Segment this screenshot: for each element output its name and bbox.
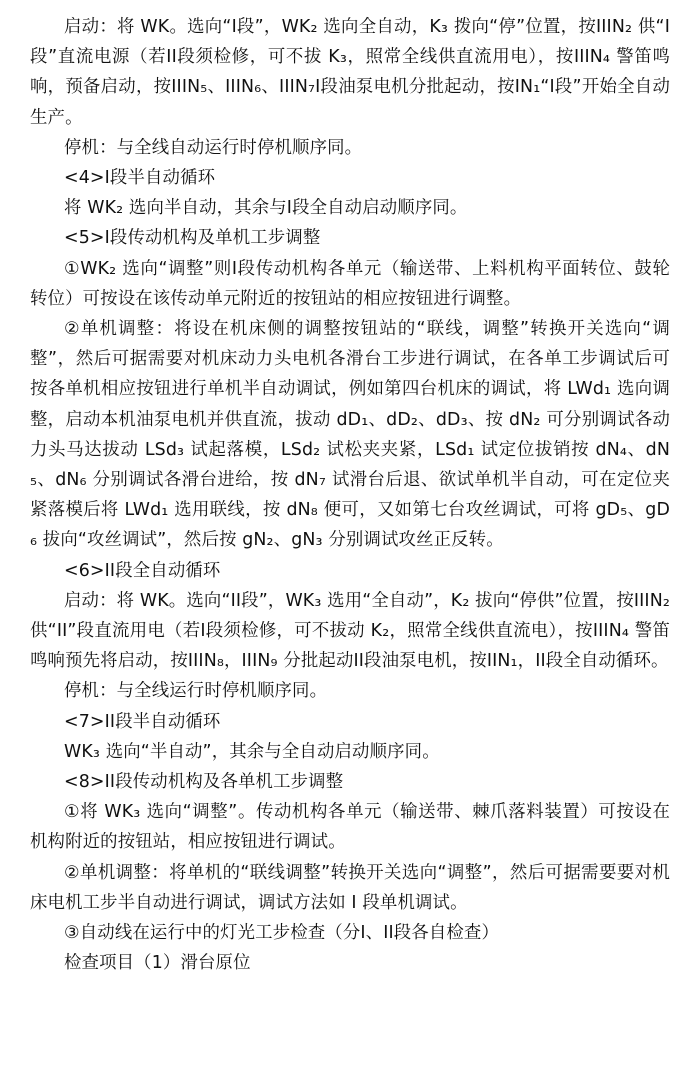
paragraph-adjust-1-a: ①WK₂ 选向“调整”则I段传动机构各单元（输送带、上料机构平面转位、鼓轮转位）可按设在该传动单元附近的按钮站的相应按钮进行调整。 bbox=[30, 258, 670, 309]
paragraph-adjust-1-b: ②单机调整：将设在机床侧的调整按钮站的“联线，调整”转换开关选向“调整”，然后可据需要对机床动力头电机各滑台工步进行调试，在各单工步调试后可按各单机相应按钮进行单机半自动调试，例如第四台机床的调试，将 LWd₁ 选向调整，启动本机油泵电机并供直流，拔动 dD₁、dD₂、dD₃、按 dN₂ 可分别调试各动力头马达拔动 LSd₃ 试起落模，LSd₂ 试松夹夹紧，LSd₁ 试定位拔销按 dN₄、dN₅、dN₆ 分别调试各滑台进给，按 dN₇ 试滑台后退、欲试单机半自动，可在定位夹紧落模后将 LWd₁ 选用联线，按 dN₈ 便可，又如第七台攻丝调试，可将 gD₅、gD₆ 拔向“攻丝调试”，然后按 gN₂、gN₃ 分别调试攻丝正反转。 bbox=[30, 319, 670, 551]
paragraph-adjust-2-a: ①将 WK₃ 选向“调整”。传动机构各单元（输送带、棘爪落料装置）可按设在机构附近的按钮站，相应按钮进行调试。 bbox=[30, 802, 670, 853]
heading-5-adjust-1: <5>I段传动机构及单机工步调整 bbox=[64, 228, 321, 249]
heading-6-full-auto-2: <6>II段全自动循环 bbox=[64, 560, 221, 581]
paragraph-adjust-2-b: ②单机调整：将单机的“联线调整”转换开关选向“调整”，然后可据需要要对机床电机工步半自动进行调试，调试方法如 I 段单机调试。 bbox=[30, 862, 670, 913]
heading-8-adjust-2: <8>II段传动机构及各单机工步调整 bbox=[64, 772, 344, 793]
paragraph-stop-section-1: 停机：与全线自动运行时停机顺序同。 bbox=[64, 137, 363, 158]
heading-7-semi-auto-2: <7>II段半自动循环 bbox=[64, 711, 221, 732]
paragraph-light-check: ③自动线在运行中的灯光工步检查（分I、II段各自检查） bbox=[64, 923, 500, 944]
paragraph-semi-auto-1: 将 WK₂ 选向半自动，其余与I段全自动启动顺序同。 bbox=[64, 198, 468, 219]
paragraph-check-item-1: 检查项目（1）滑台原位 bbox=[64, 953, 251, 974]
heading-4-semi-auto-1: <4>I段半自动循环 bbox=[64, 168, 216, 189]
paragraph-startup-section-2: 启动：将 WK。选向“II段”，WK₃ 选用“全自动”，K₂ 拔向“停供”位置，按IIIN₂ 供“II”段直流用电（若I段须检修，可不拔动 K₂，照常全线供直流电），按IIIN₄ 警笛鸣响预先将启动，按IIIN₈，IIIN₉ 分批起动II段油泵电机，按IIN₁，II段全自动循环。 bbox=[30, 590, 670, 672]
paragraph-semi-auto-2: WK₃ 选向“半自动”，其余与全自动启动顺序同。 bbox=[64, 741, 440, 762]
paragraph-stop-section-2: 停机：与全线运行时停机顺序同。 bbox=[64, 681, 328, 702]
paragraph-startup-section-1: 启动：将 WK。选向“I段”，WK₂ 选向全自动，K₃ 拨向“停”位置，按IIIN₂ 供“I段”直流电源（若II段须检修，可不拔 K₃，照常全线供直流用电），按IIIN₄ 警笛鸣响，预备启动，按IIIN₅、IIIN₆、IIIN₇I段油泵电机分批起动，按IN₁“I段”开始全自动生产。 bbox=[30, 17, 670, 128]
